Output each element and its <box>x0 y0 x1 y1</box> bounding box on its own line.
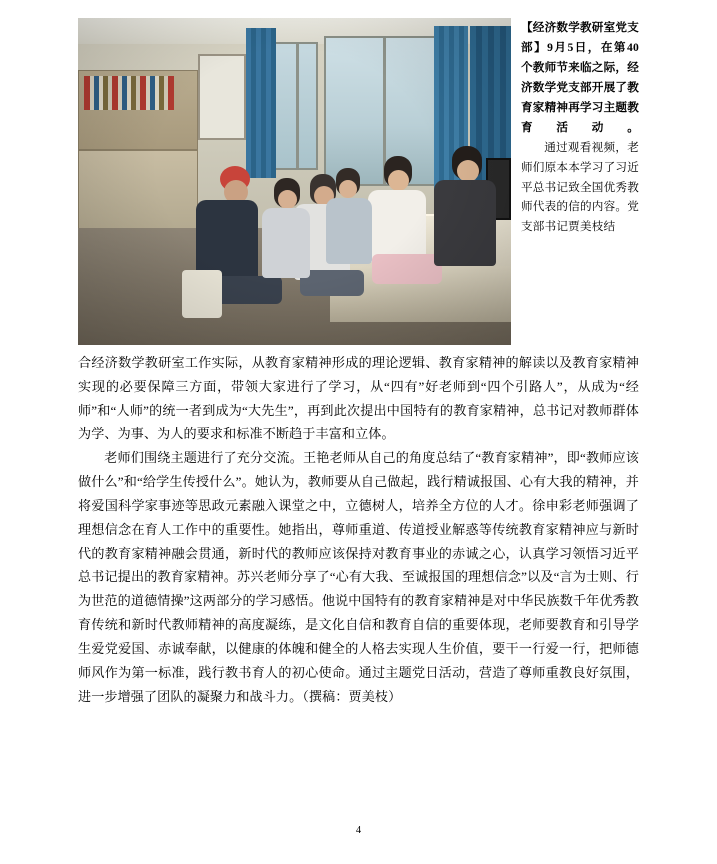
sidebar-paragraph-1: 【经济数学教研室党支部】9月5日，在第40个教师节来临之际，经济数学党支部开展了教育家精神再学习主题教育活动。 <box>521 21 639 134</box>
body-paragraph-1: 合经济数学教研室工作实际，从教育家精神形成的理论逻辑、教育家精神的解读以及教育家精神实现的必要保障三方面，带领大家进行了学习，从“四有”好老师到“四个引路人”，从成为“经师”和“人师”的统一者到成为“大先生”，再到此次提出中国特有的教育家精神，总书记对教师群体为学、为事、为人的要求和标准不断趋于丰富和立体。 <box>78 355 639 442</box>
body-text <box>78 347 639 708</box>
photo-container <box>78 18 511 345</box>
sidebar-paragraph-2: 通过观看视频，老师们原本本学习了习近平总书记致全国优秀教师代表的信的内容。党支部书记贾美枝结 <box>521 140 639 234</box>
classroom-group-photo <box>78 18 511 345</box>
body-paragraph-2: 老师们围绕主题进行了充分交流。王艳老师从自己的角度总结了“教育家精神”，即“教师应该做什么”和“给学生传授什么”。她认为，教师要从自己做起，践行精诚报国、心有大我的精神，并将爱国科学家事迹等思政元素融入课堂之中，立德树人，培养全方位的人才。徐申彩老师强调了理想信念在育人工作中的重要性。她指出，尊师重道、传道授业解惑等传统教育家精神应与新时代的教育家精神融会贯通，新时代的教师应该保持对教育事业的赤诚之心，认真学习领悟习近平总书记提出的教育家精神。苏兴老师分享了“心有大我、至诚报国的理想信念”以及“言为士则、行为世范的道德情操”这两部分的学习感悟。他说中国特有的教育家精神是对中华民族数千年优秀教育传统和新时代教师精神的高度凝练，是文化自信和教育自信的重要体现，老师要教育和引导学生爱党爱国、赤诚奉献，以健康的体魄和健全的人格去实现人生价值，要干一行爱一行，把师德师风作为第一标准，践行教书育人的初心使命。通过主题党日活动，营造了尊师重教良好氛围，进一步增强了团队的凝聚力和战斗力。（撰稿：贾美枝） <box>78 450 639 704</box>
photo-vignette <box>78 18 511 345</box>
page-number: 4 <box>355 825 362 836</box>
sidebar-column <box>521 18 639 237</box>
